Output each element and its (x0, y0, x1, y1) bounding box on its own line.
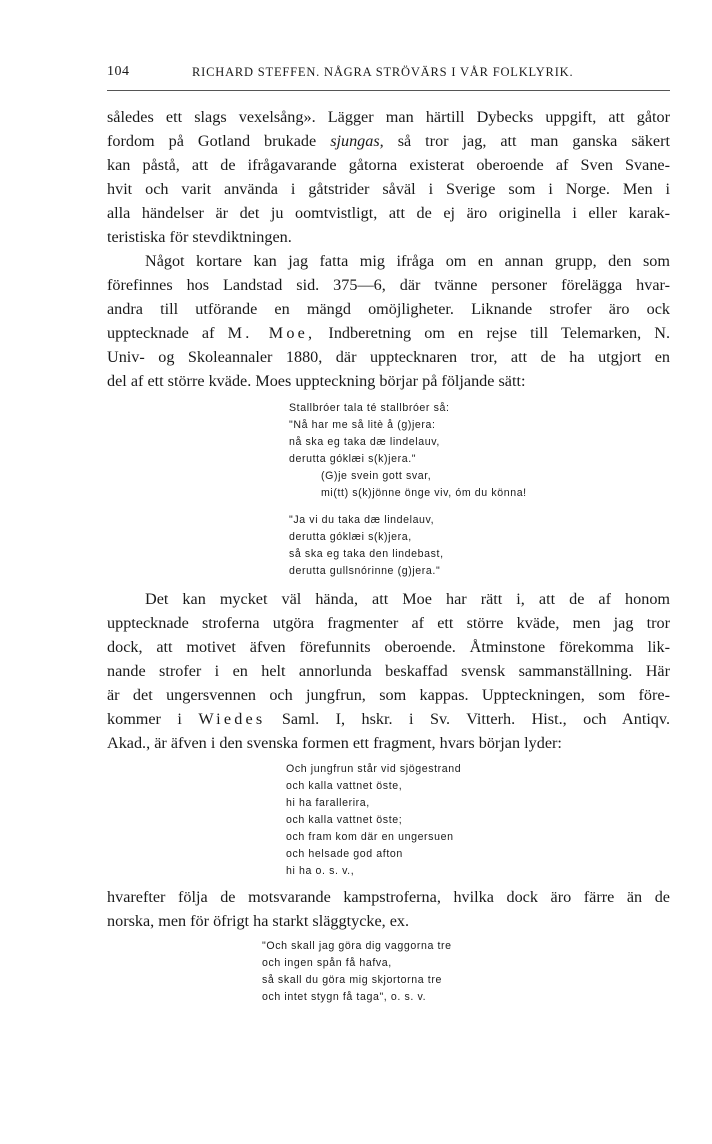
verse-line: så skall du göra mig skjortorna tre (262, 974, 442, 986)
text-line: upptecknade af M. Moe, Indberetning om en rejse till Telemarken, N. (107, 324, 671, 342)
verse-line: (G)je svein gott svar, (321, 470, 432, 482)
verse-line: och intet stygn få taga", o. s. v. (262, 991, 427, 1003)
verse-line: och kalla vattnet öste, (286, 780, 403, 792)
header-rule (107, 90, 670, 91)
verse-line: och ingen spån få hafva, (262, 957, 392, 969)
verse-line: derutta góklæi s(k)jera, (289, 531, 412, 543)
verse-line: hi ha o. s. v., (286, 865, 355, 877)
verse-line: mi(tt) s(k)jönne önge viv, óm du könna! (321, 487, 527, 499)
verse-line: derutta gullsnórinne (g)jera." (289, 565, 441, 577)
verse-line: derutta góklæi s(k)jera." (289, 453, 417, 465)
text-line: hvit och varit använda i gåtstrider såväl i Sverige som i Norge. Men i (107, 180, 670, 198)
running-title: RICHARD STEFFEN. NÅGRA STRÖVÄRS I VÅR FOLKLYRIK. (192, 65, 574, 79)
verse-line: så ska eg taka den lindebast, (289, 548, 444, 560)
text-line: Akad., är äfven i den svenska formen ett fragment, hvars början lyder: (107, 734, 562, 752)
page-header (107, 64, 670, 84)
text-line: hvarefter följa de motsvarande kampstroferna, hvilka dock äro färre än de (107, 888, 670, 906)
text-line: alla händelser är det ju oomtvistligt, att de ej äro originella i eller karak- (107, 204, 670, 222)
verse-line: och helsade god afton (286, 848, 403, 860)
text-line: andra till utförande en mängd omöjligheter. Liknande strofer äro ock (107, 300, 670, 318)
text-line: förefinnes hos Landstad sid. 375—6, där tvänne personer förelägga hvar- (107, 276, 670, 294)
text-line: teristiska för stevdiktningen. (107, 228, 292, 246)
text-line: Något kortare kan jag fatta mig ifråga om en annan grupp, den som (145, 252, 670, 270)
verse-line: "Nå har me så litè å (g)jera: (289, 419, 436, 431)
verse-line: Stallbróer tala té stallbróer så: (289, 402, 450, 414)
verse-line: Och jungfrun står vid sjögestrand (286, 763, 462, 775)
text-line: dock, att motivet äfven förefunnits oberoende. Åtminstone förekomma lik- (107, 638, 670, 656)
verse-line: "Ja vi du taka dæ lindelauv, (289, 514, 435, 526)
text-line: kommer i Wiedes Saml. I, hskr. i Sv. Vitterh. Hist., och Antiqv. (107, 710, 670, 728)
text-line: är det ungersvennen och jungfrun, som kappas. Uppteckningen, som före- (107, 686, 670, 704)
text-line: Univ- og Skoleannaler 1880, där upptecknaren tror, att de ha utgjort en (107, 348, 670, 366)
emphasis: sjungas, (330, 132, 384, 150)
verse-line: och kalla vattnet öste; (286, 814, 403, 826)
spaced-name: Wiedes (198, 710, 266, 728)
text-line: del af ett större kväde. Moes uppteckning börjar på följande sätt: (107, 372, 526, 390)
verse-line: "Och skall jag göra dig vaggorna tre (262, 940, 452, 952)
text-line: fordom på Gotland brukade sjungas, så tror jag, att man ganska säkert (107, 132, 670, 150)
text-line: kan påstå, att de ifrågavarande gåtorna existerat oberoende af Sven Svane- (107, 156, 670, 174)
text-line: Det kan mycket väl hända, att Moe har rätt i, att de af honom (145, 590, 670, 608)
text-line: således ett slags vexelsång». Lägger man härtill Dybecks uppgift, att gåtor (107, 108, 670, 126)
text-line: nande strofer i en helt annorlunda beskaffad svensk sammanställning. Här (107, 662, 670, 680)
verse-line: hi ha farallerira, (286, 797, 370, 809)
spaced-name: M. Moe, (227, 324, 316, 342)
verse-line: och fram kom där en ungersuen (286, 831, 454, 843)
text-line: upptecknade stroferna utgöra fragmenter af ett större kväde, men jag tror (107, 614, 670, 632)
verse-line: nå ska eg taka dæ lindelauv, (289, 436, 440, 448)
page-number: 104 (107, 64, 130, 79)
text-line: norska, men för öfrigt ha starkt släggtycke, ex. (107, 912, 410, 930)
